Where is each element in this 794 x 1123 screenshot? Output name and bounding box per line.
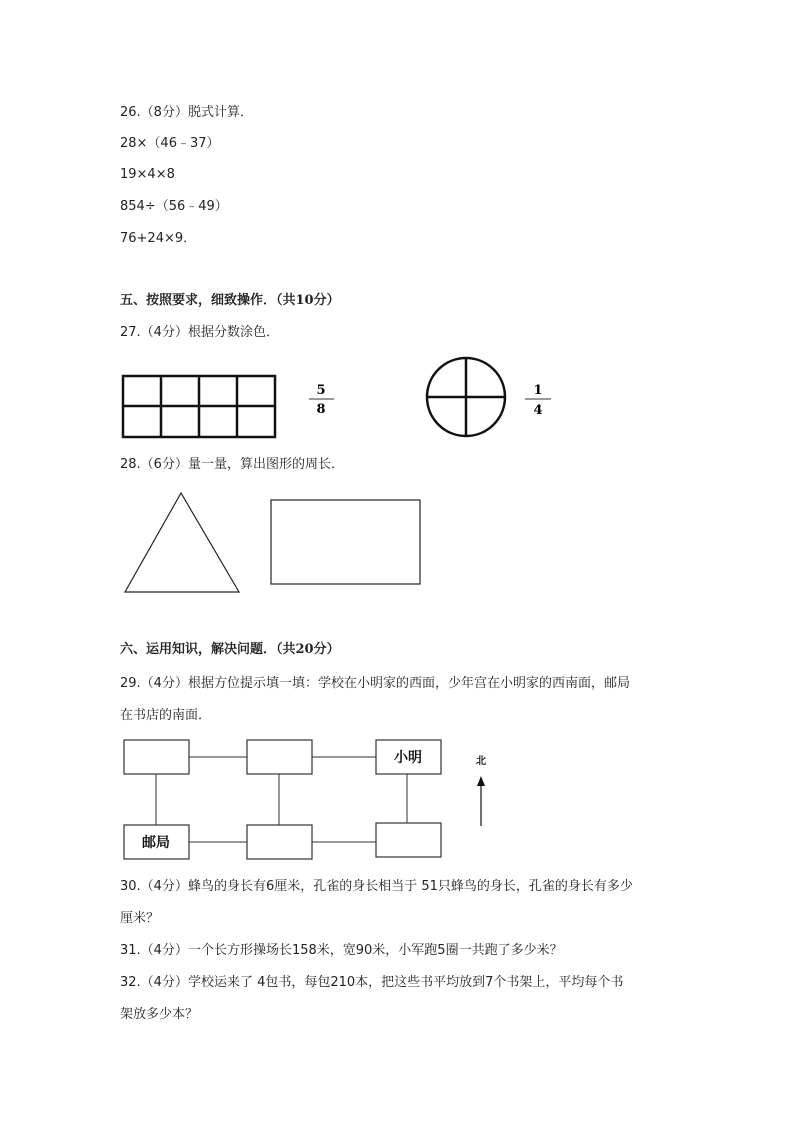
q27-fraction2-numerator: 1 [533, 383, 543, 398]
q28-title: 28.（6分）量一量，算出图形的周长． [120, 457, 344, 472]
q26-item-1: 28×（46﹣37） [120, 136, 220, 151]
q26-title: 26.（8分）脱式计算． [120, 105, 253, 120]
q30-line-2: 厘米？ [120, 911, 160, 926]
section5-heading: 五、按照要求，细致操作．（共10分） [120, 293, 340, 308]
q29-north-label: 北 [476, 756, 486, 767]
q29-box-post-label: 邮局 [142, 835, 170, 851]
q27-fraction1-denominator: 8 [316, 402, 326, 417]
q29-box-bottom-right[interactable] [376, 823, 441, 857]
north-arrow-icon [477, 776, 485, 826]
q27-circle[interactable] [427, 358, 505, 436]
q32-line-2: 架放多少本？ [120, 1007, 199, 1022]
q32-line-1: 32.（4分）学校运来了 4包书，每包210本，把这些书平均放到7个书架上，平均每个书 [120, 975, 624, 990]
q27-title: 27.（4分）根据分数涂色． [120, 325, 279, 340]
q29-line-1: 29.（4分）根据方位提示填一填：学校在小明家的西面，少年宫在小明家的西南面，邮局 [120, 676, 630, 691]
q29-box-top-middle[interactable] [247, 740, 312, 774]
q30-line-1: 30.（4分）蜂鸟的身长有6厘米，孔雀的身长相当于 51只蜂鸟的身长，孔雀的身长有多少 [120, 879, 633, 894]
q29-box-xiaoming-label: 小明 [394, 750, 422, 766]
q28-rectangle[interactable] [271, 500, 420, 584]
q29-box-top-left[interactable] [124, 740, 189, 774]
section6-heading: 六、运用知识，解决问题．（共20分） [120, 642, 340, 657]
q27-grid-rectangle[interactable] [123, 376, 275, 437]
q26-item-2: 19×4×8 [120, 167, 175, 182]
q26-item-4: 76+24×9． [120, 231, 197, 246]
q27-fraction1-numerator: 5 [316, 383, 326, 398]
q31-line-1: 31.（4分）一个长方形操场长158米，宽90米，小军跑5圈一共跑了多少米？ [120, 943, 563, 958]
q29-box-bottom-middle[interactable] [247, 825, 312, 859]
q27-fraction2-denominator: 4 [533, 403, 543, 418]
q26-item-3: 854÷（56﹣49） [120, 199, 228, 214]
q29-line-2: 在书店的南面． [120, 708, 212, 723]
q28-triangle[interactable] [125, 493, 239, 592]
